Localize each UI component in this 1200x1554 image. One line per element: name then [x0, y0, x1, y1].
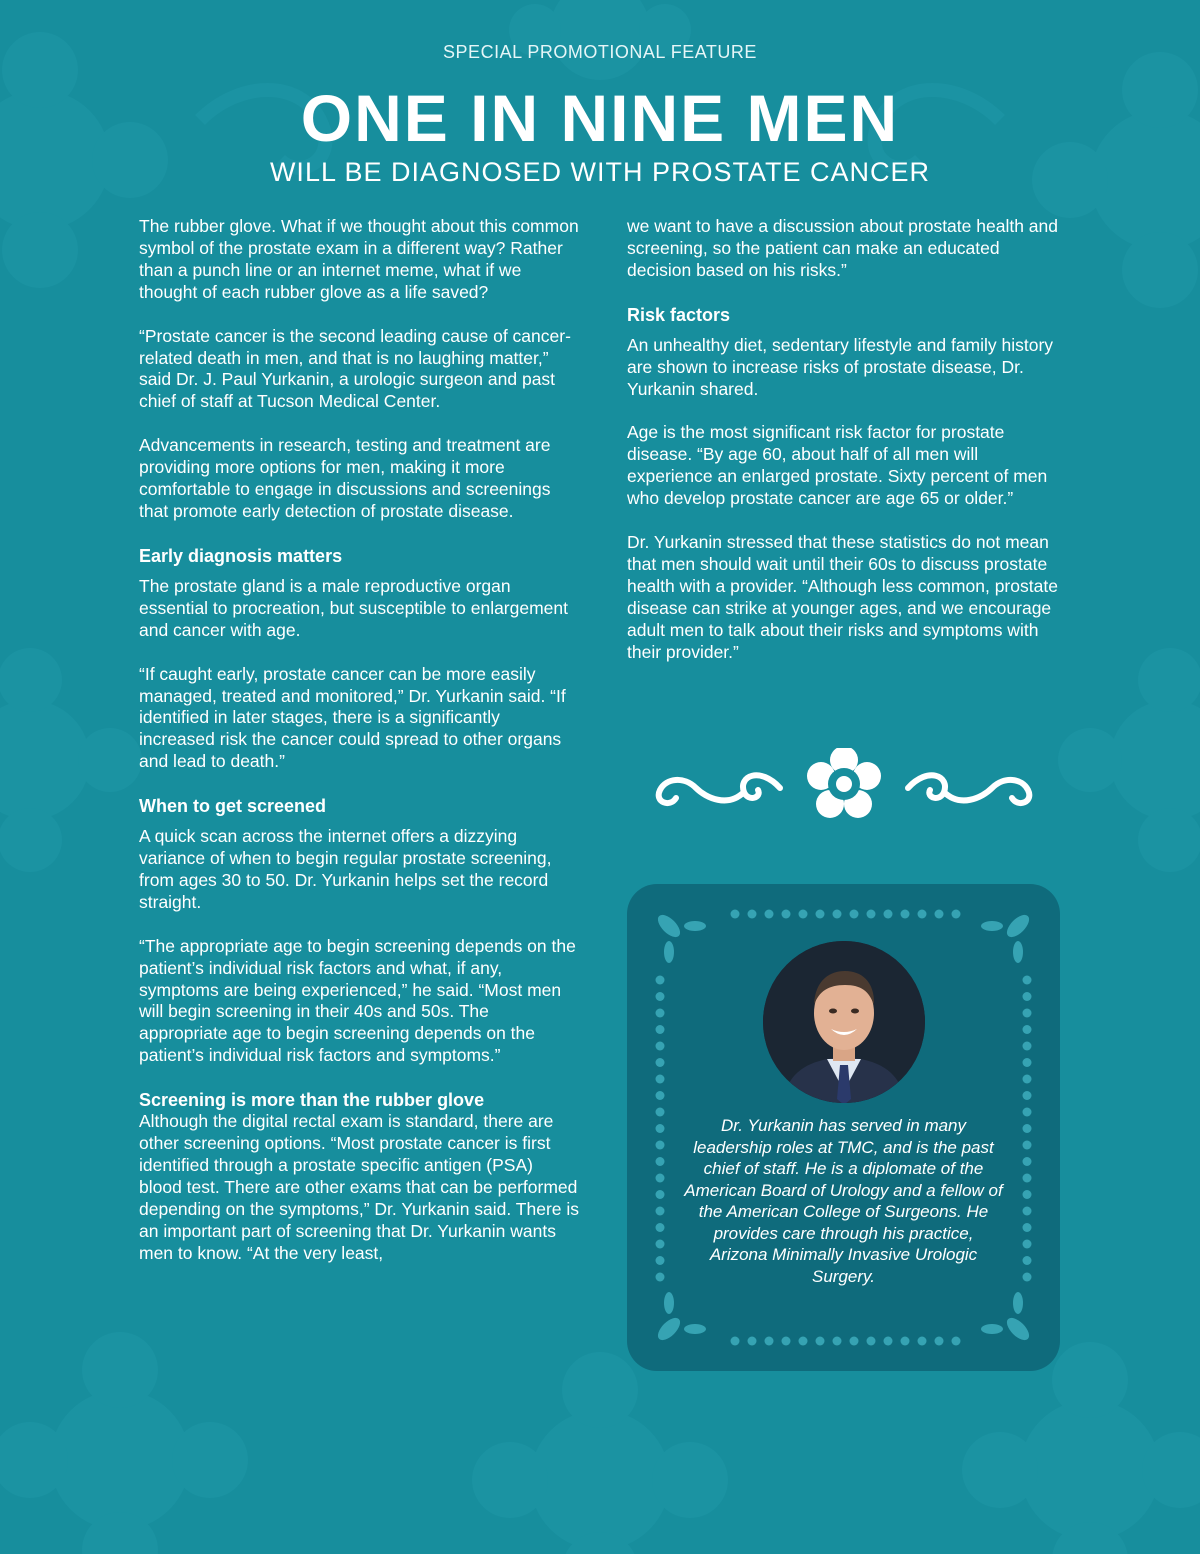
frame-dot: [1023, 992, 1032, 1001]
frame-dot: [782, 910, 791, 919]
frame-dot: [1023, 1174, 1032, 1183]
frame-dot: [952, 910, 961, 919]
frame-dot: [656, 992, 665, 1001]
frame-dot: [884, 910, 893, 919]
scroll-left-icon: [659, 775, 780, 803]
frame-dot: [656, 1240, 665, 1249]
frame-dot: [833, 910, 842, 919]
frame-dot: [918, 1337, 927, 1346]
paragraph: “The appropriate age to begin screening depends on the patient’s individual risk factors and what, if any, symptoms are being experienced,” he said. “Most men will begin screening in their 40s and 50s. The appropriate age to begin screening depends on the patient’s individual risk factors and symptoms.”: [139, 935, 576, 1066]
frame-dot: [656, 1256, 665, 1265]
right-column: [627, 216, 1067, 686]
frame-dot: [1023, 1042, 1032, 1051]
paragraph: An unhealthy diet, sedentary lifestyle and family history are shown to increase risks of prostate disease, Dr. Yurkanin shared.: [627, 334, 1054, 399]
frame-dot: [1023, 1256, 1032, 1265]
frame-dot: [1023, 1091, 1032, 1100]
frame-dot: [1023, 1141, 1032, 1150]
frame-dot: [816, 910, 825, 919]
left-column: [139, 216, 579, 1265]
bio-caption: Dr. Yurkanin has served in many leadership roles at TMC, and is the past chief of staff. He is a diplomate of the American Board of Urology and a fellow of the American College of Surgeons. He provides care through his practice, Arizona Minimally Invasive Urologic Surgery.: [684, 1116, 1003, 1286]
frame-dot: [1023, 1058, 1032, 1067]
paragraph: we want to have a discussion about prostate health and screening, so the patient can make an educated decision based on his risks.”: [627, 216, 1058, 280]
frame-dot: [1023, 1025, 1032, 1034]
paragraph: The prostate gland is a male reproductive organ essential to procreation, but susceptible to enlargement and cancer with age.: [139, 575, 569, 640]
bio-card: [627, 884, 1060, 1371]
frame-dot: [656, 1009, 665, 1018]
paragraph: The rubber glove. What if we thought about this common symbol of the prostate exam in a different way? Rather than a punch line or an internet meme, what if we thought of each rubber glove as a life saved?: [139, 216, 579, 302]
scroll-right-icon: [908, 775, 1029, 803]
frame-dot: [1023, 1273, 1032, 1282]
frame-dot: [850, 1337, 859, 1346]
doctor-portrait: [763, 941, 925, 1103]
frame-dot: [656, 1042, 665, 1051]
frame-dot: [867, 1337, 876, 1346]
frame-dot: [656, 1108, 665, 1117]
frame-dot: [1023, 1009, 1032, 1018]
frame-dot: [748, 1337, 757, 1346]
corner-leaf-icon: [981, 911, 1033, 963]
frame-dot: [1023, 1240, 1032, 1249]
frame-dot: [918, 910, 927, 919]
frame-dot: [901, 1337, 910, 1346]
frame-dot: [816, 1337, 825, 1346]
frame-dot: [935, 1337, 944, 1346]
frame-dot: [656, 1058, 665, 1067]
frame-dot: [656, 1174, 665, 1183]
section-heading-when-to-screen: When to get screened: [139, 796, 327, 817]
paragraph: A quick scan across the internet offers a dizzying variance of when to begin regular prostate screening, from ages 30 to 50. Dr. Yurkanin helps set the record straight.: [139, 826, 552, 912]
frame-dot: [656, 1025, 665, 1034]
frame-dot: [656, 1124, 665, 1133]
frame-dot: [850, 910, 859, 919]
subheadline: WILL BE DIAGNOSED WITH PROSTATE CANCER: [269, 157, 931, 187]
frame-dot: [935, 910, 944, 919]
corner-leaf-icon: [654, 1292, 706, 1344]
frame-dot: [1023, 1207, 1032, 1216]
frame-dot: [1023, 1190, 1032, 1199]
headline: ONE IN NINE MEN: [300, 81, 900, 155]
frame-dot: [748, 910, 757, 919]
frame-dot: [1023, 1108, 1032, 1117]
frame-dot: [656, 1273, 665, 1282]
frame-dot: [782, 1337, 791, 1346]
paragraph: Dr. Yurkanin stressed that these statistics do not mean that men should wait until their 60s to discuss prostate health with a provider. “Although less common, prostate disease can strike at younger ages, and we encourage adult men to talk about their risks and symptoms with their provider.”: [627, 532, 1058, 662]
frame-dot: [765, 1337, 774, 1346]
paragraph: Although the digital rectal exam is standard, there are other screening options. “Most prostate cancer is first identified through a prostate specific antigen (PSA) blood test. There are other exams that can be performed depending on the symptoms,” Dr. Yurkanin said. There is an important part of screening that Dr. Yurkanin wants men to know. “At the very least,: [139, 1111, 580, 1263]
frame-dot: [656, 1207, 665, 1216]
frame-dot: [1023, 976, 1032, 985]
kicker-label: SPECIAL PROMOTIONAL FEATURE: [443, 42, 757, 62]
corner-leaf-icon: [654, 911, 706, 963]
ornament-divider: [648, 748, 1040, 820]
portrait-illustration: [763, 941, 925, 1103]
frame-dot: [656, 1141, 665, 1150]
frame-dot: [901, 910, 910, 919]
frame-dot: [656, 1223, 665, 1232]
corner-leaf-icon: [981, 1292, 1033, 1344]
paragraph: “Prostate cancer is the second leading cause of cancer-related death in men, and that is no laughing matter,” said Dr. J. Paul Yurkanin, a urologic surgeon and past chief of staff at Tucson Medical Center.: [139, 325, 571, 412]
frame-dot: [884, 1337, 893, 1346]
frame-dot: [1023, 1223, 1032, 1232]
frame-dot: [731, 910, 740, 919]
section-heading-risk-factors: Risk factors: [627, 304, 731, 325]
paragraph: Age is the most significant risk factor for prostate disease. “By age 60, about half of all men will experience an enlarged prostate. Sixty percent of men who develop prostate cancer are age 65 or older.”: [627, 422, 1048, 509]
frame-dot: [799, 1337, 808, 1346]
frame-dot: [799, 910, 808, 919]
paragraph: Advancements in research, testing and treatment are providing more options for men, making it more comfortable to engage in discussions and screenings that promote early detection of prostate disease.: [139, 435, 551, 521]
frame-dot: [765, 910, 774, 919]
paragraph: “If caught early, prostate cancer can be more easily managed, treated and monitored,” Dr. Yurkanin said. “If identified in later stages, there is a significantly increased risk the cancer could spread to other organs and lead to death.”: [139, 663, 566, 772]
frame-dot: [656, 976, 665, 985]
frame-dot: [1023, 1075, 1032, 1084]
frame-dot: [1023, 1157, 1032, 1166]
frame-dot: [731, 1337, 740, 1346]
frame-dot: [656, 1190, 665, 1199]
frame-dot: [952, 1337, 961, 1346]
flower-icon: [807, 748, 881, 818]
section-heading-early-diagnosis: Early diagnosis matters: [139, 545, 343, 566]
section-heading-rubber-glove: Screening is more than the rubber glove: [139, 1090, 485, 1111]
frame-dot: [656, 1157, 665, 1166]
frame-dot: [656, 1091, 665, 1100]
frame-dot: [833, 1337, 842, 1346]
frame-dot: [1023, 1124, 1032, 1133]
frame-dot: [867, 910, 876, 919]
frame-dot: [656, 1075, 665, 1084]
